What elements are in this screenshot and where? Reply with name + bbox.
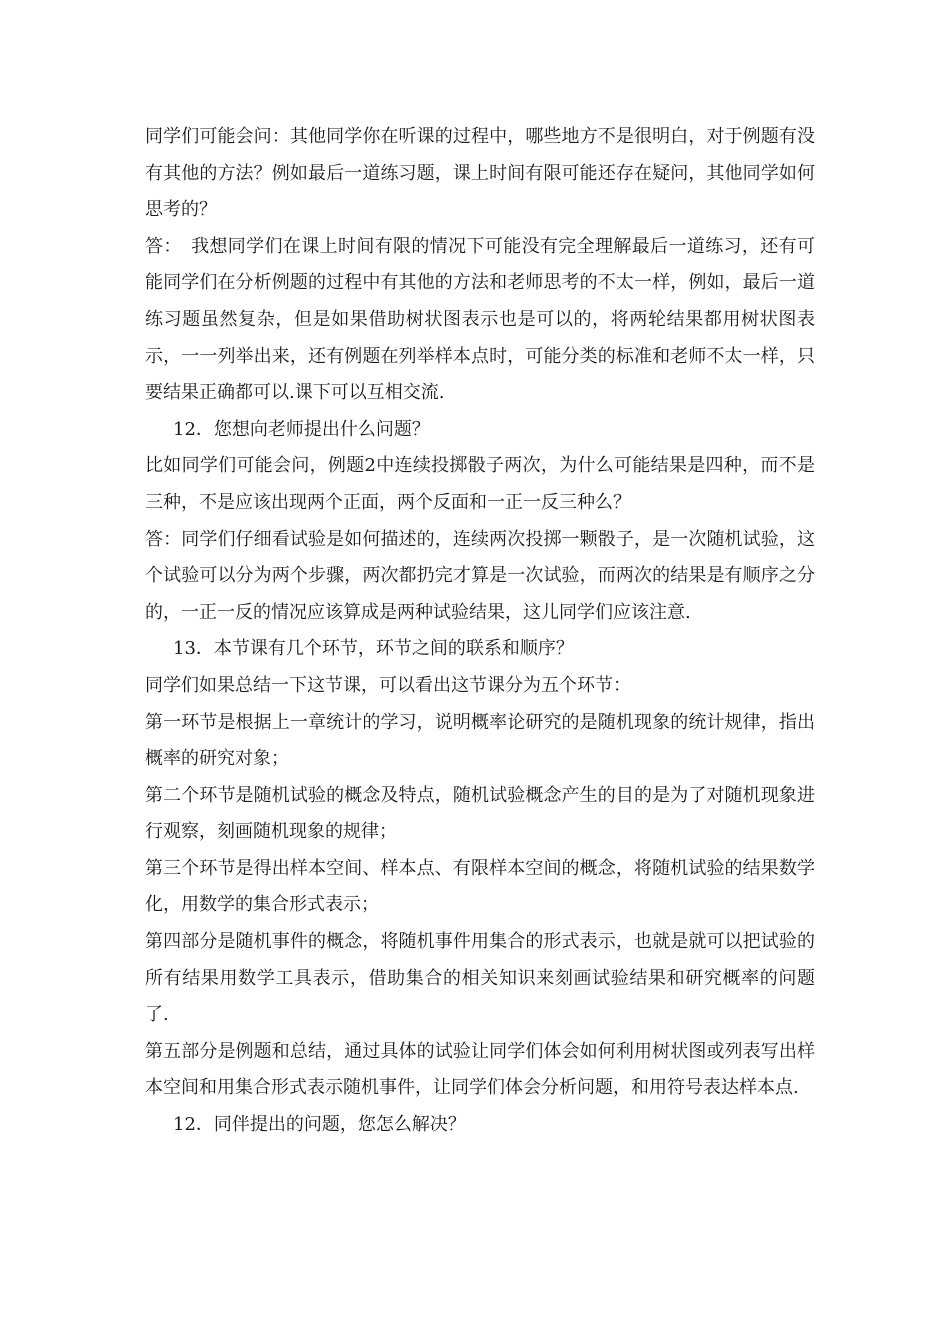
paragraph-stage-4: 第四部分是随机事件的概念，将随机事件用集合的形式表示，也就是就可以把试验的所有结果用数学工具表示，借助集合的相关知识来刻画试验结果和研究概率的问题了. <box>145 931 815 1026</box>
document-body <box>145 119 815 1144</box>
paragraph-question-intro: 同学们可能会问：其他同学你在听课的过程中，哪些地方不是很明白，对于例题有没有其他的方法？例如最后一道练习题，课上时间有限可能还存在疑问，其他同学如何思考的？ <box>145 126 815 221</box>
heading-question-13: 13．本节课有几个环节，环节之间的联系和顺序？ <box>173 638 574 660</box>
paragraph-answer-2: 答：同学们仔细看试验是如何描述的，连续两次投掷一颗骰子，是一次随机试验，这个试验可以分为两个步骤，两次都扔完才算是一次试验，而两次的结果是有顺序之分的，一正一反的情况应该算成是两种试验结果，这儿同学们应该注意. <box>145 528 815 623</box>
paragraph-stage-3: 第三个环节是得出样本空间、样本点、有限样本空间的概念，将随机试验的结果数学化，用数学的集合形式表示； <box>145 857 815 916</box>
paragraph-stage-2: 第二个环节是随机试验的概念及特点，随机试验概念产生的目的是为了对随机现象进行观察，刻画随机现象的规律； <box>145 784 815 843</box>
paragraph-dice-question: 比如同学们可能会问，例题2中连续投掷骰子两次，为什么可能结果是四种，而不是三种，不是应该出现两个正面，两个反面和一正一反三种么？ <box>145 455 815 513</box>
heading-question-12: 12．您想向老师提出什么问题？ <box>173 418 430 440</box>
paragraph-stage-5: 第五部分是例题和总结，通过具体的试验让同学们体会如何利用树状图或列表写出样本空间和用集合形式表示随机事件，让同学们体会分析问题，和用符号表达样本点. <box>145 1040 815 1099</box>
paragraph-summary-intro: 同学们如果总结一下这节课，可以看出这节课分为五个环节： <box>145 674 631 696</box>
paragraph-answer-1: 答： 我想同学们在课上时间有限的情况下可能没有完全理解最后一道练习，还有可能同学们在分析例题的过程中有其他的方法和老师思考的不太一样，例如，最后一道练习题虽然复杂，但是如果借助树状图表示也是可以的，将两轮结果都用树状图表示，一一列举出来，还有例题在列举样本点时，可能分类的标准和老师不太一样，只要结果正确都可以.课下可以互相交流. <box>145 235 815 404</box>
paragraph-stage-1: 第一环节是根据上一章统计的学习，说明概率论研究的是随机现象的统计规律，指出概率的研究对象； <box>145 711 815 770</box>
heading-question-12-peer: 12．同伴提出的问题，您怎么解决？ <box>173 1114 466 1136</box>
